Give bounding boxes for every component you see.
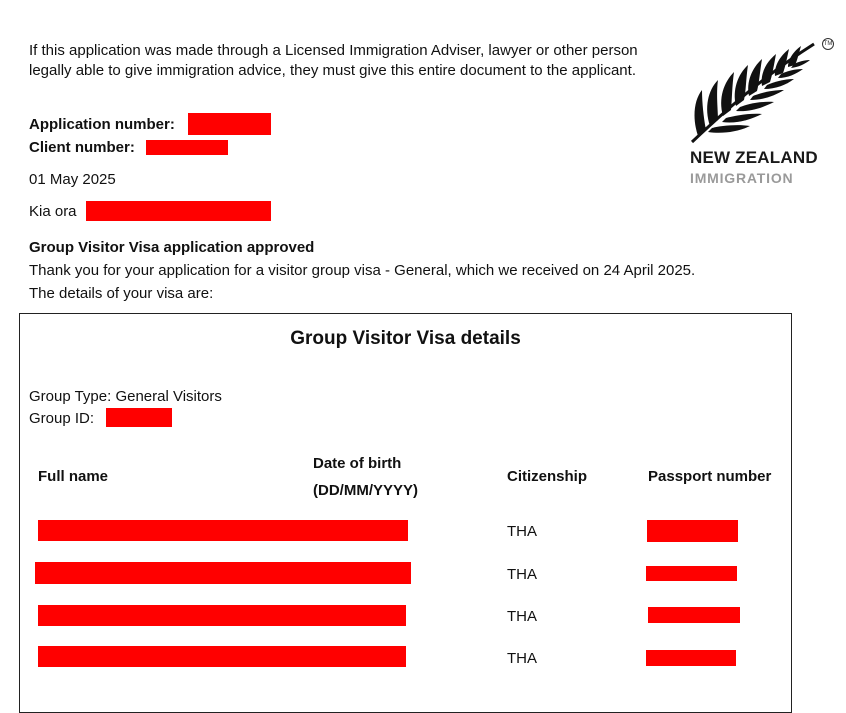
- col-header-dob: Date of birth: [313, 455, 402, 472]
- group-id-redaction: [106, 408, 172, 427]
- row-1-citizenship: THA: [507, 523, 537, 540]
- client-number-redaction: [146, 140, 228, 155]
- intro-line-2: legally able to give immigration advice, they must give this entire document to the applicant.: [29, 62, 636, 79]
- row-2-citizenship: THA: [507, 566, 537, 583]
- row-2-passport-redaction: [646, 566, 737, 581]
- logo-subtitle: IMMIGRATION: [690, 170, 794, 186]
- row-1-passport-redaction: [647, 520, 738, 542]
- nz-immigration-logo: [688, 38, 834, 188]
- row-4-name-redaction: [38, 646, 406, 667]
- row-2-name-redaction: [35, 562, 411, 584]
- intro-line-1: If this application was made through a Licensed Immigration Adviser, lawyer or other person: [29, 42, 638, 59]
- group-type: Group Type: General Visitors: [29, 388, 222, 405]
- row-4-passport-redaction: [646, 650, 736, 666]
- row-3-citizenship: THA: [507, 608, 537, 625]
- approval-heading: Group Visitor Visa application approved: [29, 239, 315, 256]
- letter-body-line-2: The details of your visa are:: [29, 285, 214, 302]
- col-header-full-name: Full name: [38, 468, 109, 485]
- row-1-name-redaction: [38, 520, 408, 541]
- application-number-label: Application number:: [29, 116, 175, 133]
- silver-fern-icon: [688, 38, 828, 146]
- application-number-redaction: [188, 113, 271, 135]
- col-header-dob-format: (DD/MM/YYYY): [313, 482, 418, 499]
- row-3-passport-redaction: [648, 607, 740, 623]
- letter-date: 01 May 2025: [29, 171, 116, 188]
- logo-name: NEW ZEALAND: [690, 148, 818, 167]
- client-number-label: Client number:: [29, 139, 135, 156]
- details-title: Group Visitor Visa details: [290, 328, 521, 349]
- col-header-citizenship: Citizenship: [507, 468, 588, 485]
- group-id-label: Group ID:: [29, 410, 95, 427]
- greeting: Kia ora: [29, 203, 77, 220]
- row-4-citizenship: THA: [507, 650, 537, 667]
- col-header-passport: Passport number: [648, 468, 772, 485]
- row-3-name-redaction: [38, 605, 406, 626]
- trademark-mark: TM: [822, 38, 834, 50]
- recipient-name-redaction: [86, 201, 271, 221]
- letter-body-line-1: Thank you for your application for a visitor group visa - General, which we received on 24 April 2025.: [29, 262, 696, 279]
